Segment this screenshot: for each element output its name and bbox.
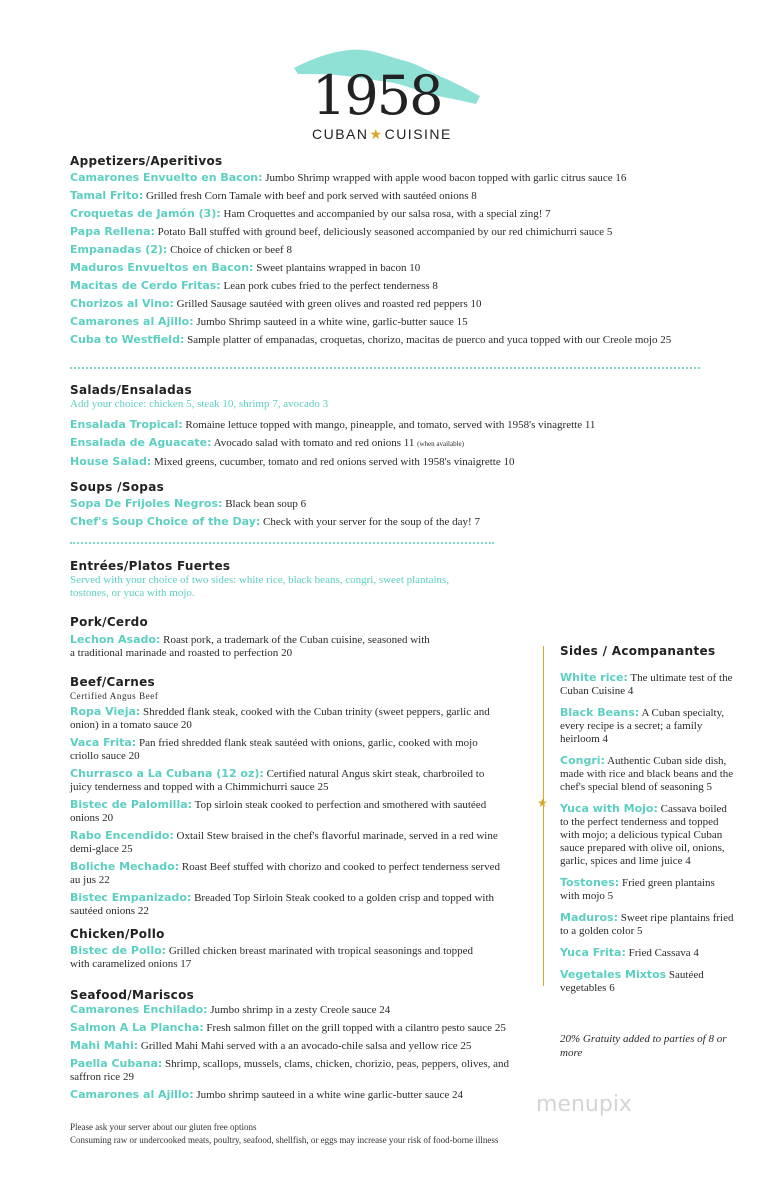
menu-item-description: Authentic Cuban side dish, made with rice and black beans and the chef's special blend of seasoning: [560, 755, 734, 793]
menu-item: [560, 968, 736, 995]
menu-item-name: Chef's Soup Choice of the Day:: [70, 515, 261, 528]
menu-item-description: Oxtail Stew braised in the chef's flavorful marinade, served in a red wine demi-glace: [70, 830, 498, 855]
menu-item-price: 5: [706, 781, 712, 793]
menu-item-price: 4: [685, 855, 691, 867]
menu-item: [560, 911, 736, 938]
menu-item-price: 22: [98, 874, 110, 886]
menu-item: [70, 633, 430, 660]
menu-item-description: Shrimp, scallops, mussels, clams, chicken, chorizio, peas, peppers, olives, and saffron rice: [70, 1058, 510, 1083]
soups-section: [70, 479, 710, 531]
restaurant-logo: [290, 38, 490, 150]
menu-item-name: Yuca with Mojo:: [560, 802, 658, 815]
appetizers-list: [70, 169, 710, 349]
menu-item-name: Bistec de Pollo:: [70, 944, 167, 957]
menu-item-description: Grilled chicken breast marinated with tropical seasonings and topped with caramelized onions: [70, 945, 474, 970]
logo-year: 1958: [312, 64, 442, 127]
menu-item: [560, 946, 736, 960]
logo-subtitle: [312, 126, 452, 143]
menu-item-price: 25: [460, 1040, 472, 1052]
menu-item: [70, 513, 710, 531]
chicken-list: [70, 944, 490, 971]
menu-item-description: Pan fried shredded flank steak sautéed with onions, garlic, cooked with mojo criollo sauce: [70, 737, 478, 762]
menu-item-price: 8: [286, 244, 292, 256]
menu-item-name: Chorizos al Vino:: [70, 297, 174, 310]
menu-item-name: Tostones:: [560, 876, 620, 889]
entrees-note-line2: tostones, or yuca with mojo.: [70, 587, 195, 599]
menu-item-price: 7: [474, 516, 480, 528]
section-title: Soups /Sopas: [70, 480, 165, 494]
menu-item: [70, 798, 500, 825]
beef-section: [70, 674, 500, 922]
menu-item-name: Maduros Envueltos en Bacon:: [70, 261, 254, 274]
menu-item: [70, 1039, 520, 1053]
menu-item-price: 6: [300, 498, 307, 510]
menu-item: [70, 1003, 520, 1017]
menu-item-description: Jumbo Shrimp wrapped with apple wood bacon topped with garlic citrus sauce: [265, 172, 613, 184]
menu-item-name: Churrasco a La Cubana (12 oz):: [70, 767, 264, 780]
menu-item-price: 20: [102, 812, 114, 824]
menu-item: [70, 944, 490, 971]
menu-item-description: Sweet plantains wrapped in bacon: [256, 262, 407, 274]
menu-item: [70, 259, 710, 277]
footer-health-warning: Consuming raw or undercooked meats, poultry, seafood, shellfish, or eggs may increase your risk of food-borne illness: [70, 1135, 499, 1145]
menu-item-description: Jumbo shrimp in a zesty Creole sauce: [210, 1004, 377, 1016]
seafood-section: [70, 987, 520, 1106]
section-title: Chicken/Pollo: [70, 927, 165, 941]
menu-item-name: Ensalada Tropical:: [70, 418, 183, 431]
entrees-note-line1: Served with your choice of two sides: white rice, black beans, congri, sweet plantains,: [70, 574, 450, 586]
sides-section: [560, 643, 736, 1003]
beef-list: [70, 705, 500, 918]
menu-item: [70, 187, 710, 205]
menu-item: [70, 891, 500, 918]
menu-item-price: 5: [606, 226, 613, 238]
menu-item: [70, 1021, 520, 1035]
soups-list: [70, 495, 710, 531]
footer: [70, 1121, 498, 1147]
star-icon: ★: [537, 796, 548, 810]
watermark: menupix: [536, 1092, 632, 1117]
menu-item: [70, 277, 710, 295]
section-title: Appetizers/Aperitivos: [70, 154, 223, 168]
menu-item-name: Mahi Mahi:: [70, 1039, 139, 1052]
appetizers-section: [70, 153, 710, 349]
menu-item: [70, 767, 500, 794]
section-title: Sides / Acompanantes: [560, 644, 716, 658]
menu-item-price: 24: [379, 1004, 391, 1016]
section-divider: [70, 367, 700, 369]
menu-item-description: A Cuban specialty, every recipe is a secret; a family heirloom: [560, 707, 725, 745]
menu-item: [70, 331, 710, 349]
menu-item-price: 20: [128, 750, 140, 762]
menu-item-description: Ham Croquettes and accompanied by our salsa rosa, with a special zing!: [223, 208, 543, 220]
menu-item-description: Black bean soup: [225, 498, 298, 510]
menu-item: [70, 453, 710, 471]
menu-item-name: Cuba to Westfield:: [70, 333, 185, 346]
menu-item: [70, 223, 710, 241]
menu-item-description: Grilled fresh Corn Tamale with beef and pork served with sautéed onions: [145, 190, 469, 202]
menu-item-name: Macitas de Cerdo Fritas:: [70, 279, 221, 292]
menu-item-description: Breaded Top Sirloin Steak cooked to a golden crisp and topped with sautéed onions: [70, 892, 495, 917]
menu-item-description: Shredded flank steak, cooked with the Cuban trinity (sweet peppers, garlic and onion) in a tomato sauce: [70, 706, 490, 731]
menu-item: [560, 802, 736, 868]
menu-item-name: Maduros:: [560, 911, 619, 924]
menu-item-price: 8: [471, 190, 477, 202]
menu-item-name: Lechon Asado:: [70, 633, 161, 646]
menu-item: [70, 313, 710, 331]
salads-note: Add your choice: chicken 5, steak 10, shrimp 7, avocado 3: [70, 398, 329, 410]
menu-item-description: Roast pork, a trademark of the Cuban cuisine, seasoned with a traditional marinade and roasted to perfection: [70, 634, 430, 659]
menu-item-name: Camarones Enchilado:: [70, 1003, 208, 1016]
menu-item-price: 10: [409, 262, 421, 274]
menu-item-name: Papa Rellena:: [70, 225, 155, 238]
menu-item-price: 5: [607, 890, 614, 902]
section-title: Seafood/Mariscos: [70, 988, 195, 1002]
menu-item-name: Sopa De Frijoles Negros:: [70, 497, 223, 510]
menu-item: [70, 495, 710, 513]
menu-item-price: 25: [494, 1022, 506, 1034]
menu-item: [70, 860, 500, 887]
menu-item-description: Sweet ripe plantains fried to a golden color: [560, 912, 734, 937]
menu-item: [560, 876, 736, 903]
menu-item-price: 4: [627, 685, 634, 697]
menu-item-description: Potato Ball stuffed with ground beef, deliciously seasoned accompanied by our red chimichurri sauce: [157, 226, 605, 238]
menu-item-price: 24: [452, 1089, 464, 1101]
menu-item-name: Congri:: [560, 754, 605, 767]
menu-item-description: Fried Cassava: [628, 947, 691, 959]
menu-item-price: 4: [693, 947, 699, 959]
menu-item-price: 11: [403, 437, 415, 449]
section-title: Entrées/Platos Fuertes: [70, 559, 231, 573]
menu-item: [560, 706, 736, 746]
menu-item-description: Check with your server for the soup of the day!: [263, 516, 472, 528]
menu-item-price: 25: [660, 334, 672, 346]
menu-item-name: Rabo Encendido:: [70, 829, 174, 842]
menu-item-price: 10: [503, 456, 515, 468]
menu-item-description: Mixed greens, cucumber, tomato and red onions served with 1958's vinaigrette: [154, 456, 501, 468]
footer-gluten-note: Please ask your server about our gluten free options: [70, 1122, 257, 1132]
menu-item-name: Boliche Mechado:: [70, 860, 180, 873]
menu-item-price: 17: [180, 958, 192, 970]
menu-item-description: Grilled Mahi Mahi served with a an avocado-chile salsa and yellow rice: [140, 1040, 458, 1052]
gratuity-note: 20% Gratuity added to parties of 8 or more: [560, 1033, 727, 1059]
menu-item-description: Fried green plantains with mojo: [560, 877, 715, 902]
menu-item-extra: (when available): [417, 440, 464, 448]
menu-item-description: Cassava boiled to the perfect tenderness and topped with mojo; a delicious typical Cuban sauce prepared with olive oil, onions, garlic, spices and lime juice: [560, 803, 727, 867]
menu-item-name: Ensalada de Aguacate:: [70, 436, 212, 449]
menu-item-description: Grilled Sausage sautéed with green olives and roasted red peppers: [176, 298, 468, 310]
menu-item-price: 6: [609, 982, 615, 994]
menu-item-price: 4: [602, 733, 608, 745]
pork-list: [70, 633, 430, 660]
menu-item-price: 20: [281, 647, 293, 659]
menu-item-name: Empanadas (2):: [70, 243, 168, 256]
menu-item: [70, 736, 500, 763]
seafood-list: [70, 1003, 520, 1102]
menu-item-description: Roast Beef stuffed with chorizo and cooked to perfect tenderness served au jus: [70, 861, 500, 886]
menu-item: [70, 205, 710, 223]
menu-item: [70, 705, 500, 732]
section-title: Beef/Carnes: [70, 675, 155, 689]
menu-item-name: Bistec Empanizado:: [70, 891, 192, 904]
menu-item-price: 29: [122, 1071, 134, 1083]
menu-item-price: 20: [180, 719, 192, 731]
menu-item-description: Top sirloin steak cooked to perfection and smothered with sautéed onions: [70, 799, 487, 824]
logo-subtitle-right: CUISINE: [384, 126, 452, 142]
menu-item-name: Camarones al Ajillo:: [70, 315, 194, 328]
menu-item: [70, 295, 710, 313]
menu-item-name: Camarones al Ajillo:: [70, 1088, 194, 1101]
menu-item-description: Sautéed vegetables: [560, 969, 704, 994]
menu-item-price: 25: [121, 843, 133, 855]
entrees-section: [70, 558, 530, 600]
menu-item-price: 10: [470, 298, 482, 310]
menu-item-name: Camarones Envuelto en Bacon:: [70, 171, 263, 184]
menu-item-name: Ropa Vieja:: [70, 705, 141, 718]
menu-item-price: 11: [584, 419, 596, 431]
menu-item-name: Bistec de Palomilla:: [70, 798, 193, 811]
menu-item-name: Vegetales Mixtos: [560, 968, 667, 981]
chicken-section: [70, 926, 490, 975]
menu-item-description: Sample platter of empanadas, croquetas, chorizo, macitas de puerco and yuca topped with our Creole mojo: [187, 334, 658, 346]
menu-item-description: Romaine lettuce topped with mango, pineapple, and tomato, served with 1958's vinagrette: [185, 419, 583, 431]
menu-item-description: Jumbo shrimp sauteed in a white wine garlic-butter sauce: [196, 1089, 450, 1101]
menu-item-price: 5: [636, 925, 643, 937]
menu-item: [70, 1057, 520, 1084]
pork-section: [70, 614, 430, 664]
salads-section: [70, 382, 710, 471]
menu-item-price: 8: [432, 280, 438, 292]
menu-item-name: Black Beans:: [560, 706, 640, 719]
menu-item: [560, 754, 736, 794]
menu-item-price: 7: [545, 208, 551, 220]
menu-item: [70, 169, 710, 187]
menu-item-description: Certified natural Angus skirt steak, charbroiled to juicy tenderness and topped with a Chimmichurri sauce: [70, 768, 485, 793]
menu-item-name: Paella Cubana:: [70, 1057, 163, 1070]
menu-item-name: White rice:: [560, 671, 628, 684]
menu-item-description: Avocado salad with tomato and red onions: [213, 437, 402, 449]
menu-item-name: Croquetas de Jamón (3):: [70, 207, 221, 220]
menu-item-price: 16: [615, 172, 627, 184]
menu-item-name: Yuca Frita:: [560, 946, 626, 959]
menu-item: [70, 434, 710, 453]
menu-item-description: Fresh salmon fillet on the grill topped with a cilantro pesto sauce: [206, 1022, 493, 1034]
menu-item: [70, 416, 710, 434]
sides-divider-line: [543, 646, 544, 986]
menu-item-price: 22: [137, 905, 149, 917]
menu-item-description: Lean pork cubes fried to the perfect tenderness: [223, 280, 430, 292]
section-title: Salads/Ensaladas: [70, 383, 192, 397]
menu-item-name: House Salad:: [70, 455, 152, 468]
menu-item-name: Salmon A La Plancha:: [70, 1021, 204, 1034]
section-title: Pork/Cerdo: [70, 615, 149, 629]
logo-subtitle-left: CUBAN: [312, 126, 369, 142]
menu-item: [560, 671, 736, 698]
menu-item-description: Choice of chicken or beef: [170, 244, 284, 256]
menu-item-price: 15: [456, 316, 468, 328]
menu-item: [70, 241, 710, 259]
salads-list: [70, 416, 710, 471]
star-icon: ★: [369, 126, 384, 142]
menu-item: [70, 829, 500, 856]
menu-item: [70, 1088, 520, 1102]
section-divider: [70, 542, 494, 544]
menu-item-name: Tamal Frito:: [70, 189, 144, 202]
beef-subtitle: Certified Angus Beef: [70, 691, 159, 701]
menu-item-description: Jumbo Shrimp sauteed in a white wine, garlic-butter sauce: [196, 316, 454, 328]
sides-list: [560, 671, 736, 995]
menu-item-price: 25: [317, 781, 329, 793]
menu-item-name: Vaca Frita:: [70, 736, 137, 749]
menu-item-description: The ultimate test of the Cuban Cuisine: [560, 672, 733, 697]
